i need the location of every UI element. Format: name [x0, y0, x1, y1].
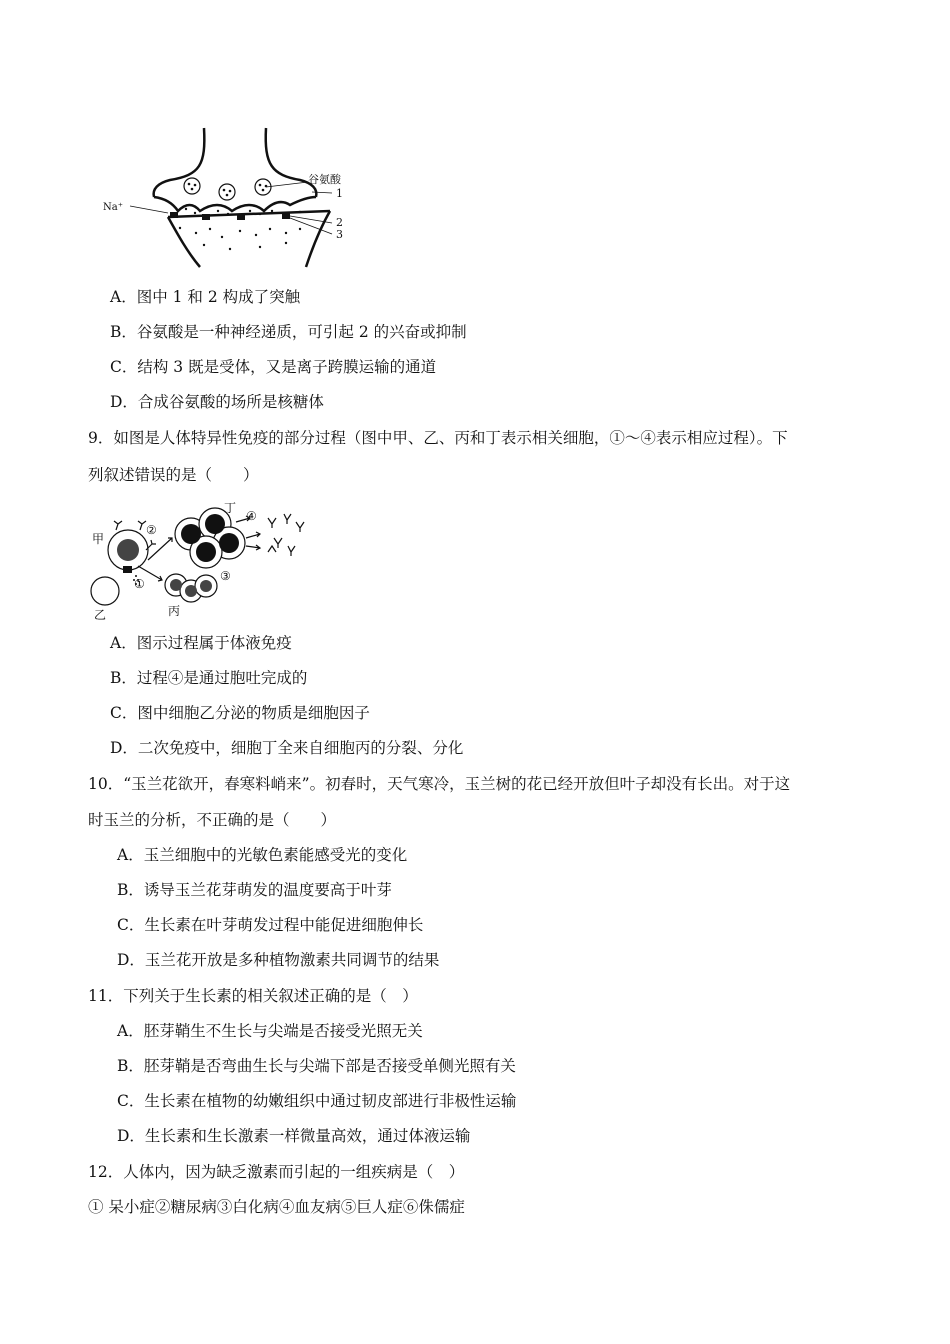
- label-process-1: ①: [134, 577, 145, 591]
- label-na: Na⁺: [103, 202, 123, 213]
- q8-option-d: D．合成谷氨酸的场所是核糖体: [110, 393, 324, 411]
- q9-stem-line2: 列叙述错误的是（ ）: [88, 466, 259, 484]
- q9-option-a: A．图示过程属于体液免疫: [110, 634, 292, 652]
- q12-stem: 12．人体内，因为缺乏激素而引起的一组疾病是（ ）: [88, 1163, 465, 1181]
- q8-option-a: A．图中 1 和 2 构成了突触: [110, 288, 301, 306]
- q9-option-b: B．过程④是通过胞吐完成的: [110, 669, 308, 687]
- label-process-2: ②: [146, 523, 157, 537]
- synapse-diagram: [100, 125, 370, 270]
- q8-option-c: C．结构 3 既是受体，又是离子跨膜运输的通道: [110, 358, 437, 376]
- label-jia: 甲: [92, 532, 105, 546]
- label-process-3: ③: [220, 569, 231, 583]
- label-glutamate: 谷氨酸: [308, 173, 341, 186]
- q10-stem-line2: 时玉兰的分析，不正确的是（ ）: [88, 811, 337, 829]
- label-yi: 乙: [94, 608, 107, 620]
- q11-option-b: B．胚芽鞘是否弯曲生长与尖端下部是否接受单侧光照有关: [117, 1057, 516, 1075]
- label-1: 1: [336, 187, 343, 200]
- immune-diagram: [88, 500, 313, 620]
- q11-stem: 11．下列关于生长素的相关叙述正确的是（ ）: [88, 987, 418, 1005]
- q10-stem-line1: 10．“玉兰花欲开，春寒料峭来”。初春时，天气寒冷，玉兰树的花已经开放但叶子却没有长出。对于这: [88, 775, 791, 793]
- q10-option-c: C．生长素在叶芽萌发过程中能促进细胞伸长: [117, 916, 424, 934]
- q10-option-d: D．玉兰花开放是多种植物激素共同调节的结果: [117, 951, 440, 969]
- q10-option-a: A．玉兰细胞中的光敏色素能感受光的变化: [117, 846, 408, 864]
- label-process-4: ④: [246, 509, 257, 523]
- q9-option-d: D．二次免疫中，细胞丁全来自细胞丙的分裂、分化: [110, 739, 464, 757]
- label-ding: 丁: [224, 501, 237, 515]
- q8-option-b: B．谷氨酸是一种神经递质，可引起 2 的兴奋或抑制: [110, 323, 467, 341]
- q9-stem-line1: 9．如图是人体特异性免疫的部分过程（图中甲、乙、丙和丁表示相关细胞，①～④表示相应过程）。下: [88, 429, 788, 447]
- q9-option-c: C．图中细胞乙分泌的物质是细胞因子: [110, 704, 370, 722]
- q10-option-b: B．诱导玉兰花芽萌发的温度要高于叶芽: [117, 881, 392, 899]
- label-2: 2: [336, 216, 343, 229]
- q11-option-a: A．胚芽鞘生不生长与尖端是否接受光照无关: [117, 1022, 423, 1040]
- label-bing: 丙: [168, 604, 181, 618]
- q12-items: ① 呆小症②糖尿病③白化病④血友病⑤巨人症⑥侏儒症: [88, 1198, 465, 1216]
- q11-option-d: D．生长素和生长激素一样微量高效，通过体液运输: [117, 1127, 471, 1145]
- label-3: 3: [336, 228, 343, 241]
- q11-option-c: C．生长素在植物的幼嫩组织中通过韧皮部进行非极性运输: [117, 1092, 517, 1110]
